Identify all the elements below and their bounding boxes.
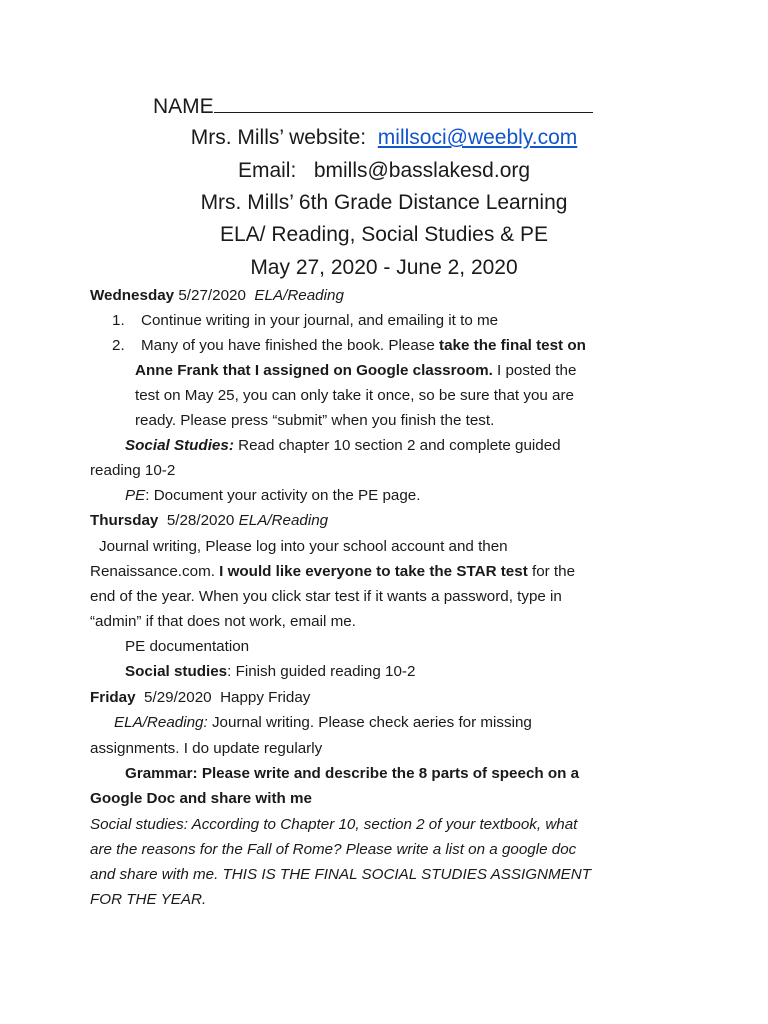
grammar-line <box>90 789 312 809</box>
text-span: Renaissance.com. <box>90 563 220 580</box>
text-line: reading 10-2 <box>90 462 176 479</box>
list-item-text: test on May 25, you can only take it once, so be sure that you are <box>135 387 575 404</box>
pe-line <box>125 486 420 506</box>
name-label: NAME <box>153 95 214 118</box>
social-studies-line <box>125 436 561 456</box>
bold-text: Google Doc and share with me <box>90 790 312 807</box>
text-span: Read chapter 10 section 2 and complete guided <box>233 437 561 454</box>
pe-line: PE documentation <box>125 638 250 655</box>
bold-text: Grammar: Please write and describe the 8 parts of speech on a <box>125 765 580 782</box>
list-number: 2. <box>112 337 125 354</box>
day-subject: ELA/Reading <box>238 512 329 529</box>
italic-text: Social studies: According to Chapter 10, section 2 of your textbook, what <box>90 816 578 833</box>
text-line: end of the year. When you click star test if it wants a password, type in <box>90 588 562 605</box>
website-line <box>0 122 768 154</box>
day-date: 5/29/2020 <box>144 689 212 706</box>
text-span: for the <box>527 563 576 580</box>
social-studies-line <box>90 815 577 835</box>
italic-text: and share with me. THIS IS THE FINAL SOCIAL STUDIES ASSIGNMENT <box>90 866 592 883</box>
text-line <box>90 562 575 582</box>
name-field[interactable] <box>153 92 593 121</box>
bold-text: I would like everyone to take the STAR test <box>219 563 528 580</box>
list-item <box>112 336 125 356</box>
day-subject: ELA/Reading <box>254 287 344 304</box>
text-span: : Document your activity on the PE page. <box>145 487 421 504</box>
list-item-text: ready. Please press “submit” when you finish the test. <box>135 412 495 429</box>
day-label: Friday <box>90 689 136 706</box>
social-studies-line <box>125 662 415 682</box>
thursday-heading <box>90 511 328 531</box>
pe-label: PE <box>125 487 146 504</box>
name-blank-line <box>214 92 593 113</box>
date-range: May 27, 2020 - June 2, 2020 <box>250 256 518 279</box>
wednesday-heading <box>90 286 344 306</box>
bold-text: Anne Frank that I assigned on Google classroom. <box>135 362 493 379</box>
ela-label: ELA/Reading: <box>114 714 208 731</box>
text-line: “admin” if that does not work, email me. <box>90 613 356 630</box>
email-value: bmills@basslakesd.org <box>313 159 531 182</box>
text-line: Journal writing, Please log into your school account and then <box>99 538 508 555</box>
email-line <box>0 155 768 187</box>
social-studies-label: Social Studies: <box>125 437 234 454</box>
text-span: Journal writing. Please check aeries for missing <box>207 714 532 731</box>
ela-line <box>114 713 532 733</box>
email-label: Email: <box>237 159 297 182</box>
text-span: Many of you have finished the book. Please <box>141 337 440 354</box>
day-date: 5/27/2020 <box>178 287 246 304</box>
friday-heading <box>90 688 310 708</box>
social-studies-line <box>90 865 591 885</box>
social-studies-line <box>90 840 576 860</box>
list-item-text: Continue writing in your journal, and emailing it to me <box>141 312 499 329</box>
document-title: Mrs. Mills’ 6th Grade Distance Learning <box>200 191 568 214</box>
day-label: Thursday <box>90 512 159 529</box>
website-link[interactable]: millsoci@weebly.com <box>377 126 578 149</box>
website-label: Mrs. Mills’ website: <box>190 126 367 149</box>
text-line: assignments. I do update regularly <box>90 740 323 757</box>
list-item <box>112 311 125 331</box>
social-studies-line <box>90 890 206 910</box>
list-item-text <box>135 361 576 381</box>
text-span: I posted the <box>492 362 577 379</box>
bold-text: take the final test on <box>439 337 586 354</box>
subjects-line: ELA/ Reading, Social Studies & PE <box>219 223 549 246</box>
italic-text: FOR THE YEAR. <box>90 891 207 908</box>
day-label: Wednesday <box>90 287 175 304</box>
italic-text: are the reasons for the Fall of Rome? Please write a list on a google doc <box>90 841 577 858</box>
text-span: : Finish guided reading 10-2 <box>227 663 416 680</box>
day-date: 5/28/2020 <box>166 512 235 529</box>
grammar-line <box>125 764 579 784</box>
list-item-text <box>141 336 586 356</box>
day-note: Happy Friday <box>220 689 311 706</box>
list-number: 1. <box>112 312 125 329</box>
social-studies-label: Social studies <box>125 663 228 680</box>
